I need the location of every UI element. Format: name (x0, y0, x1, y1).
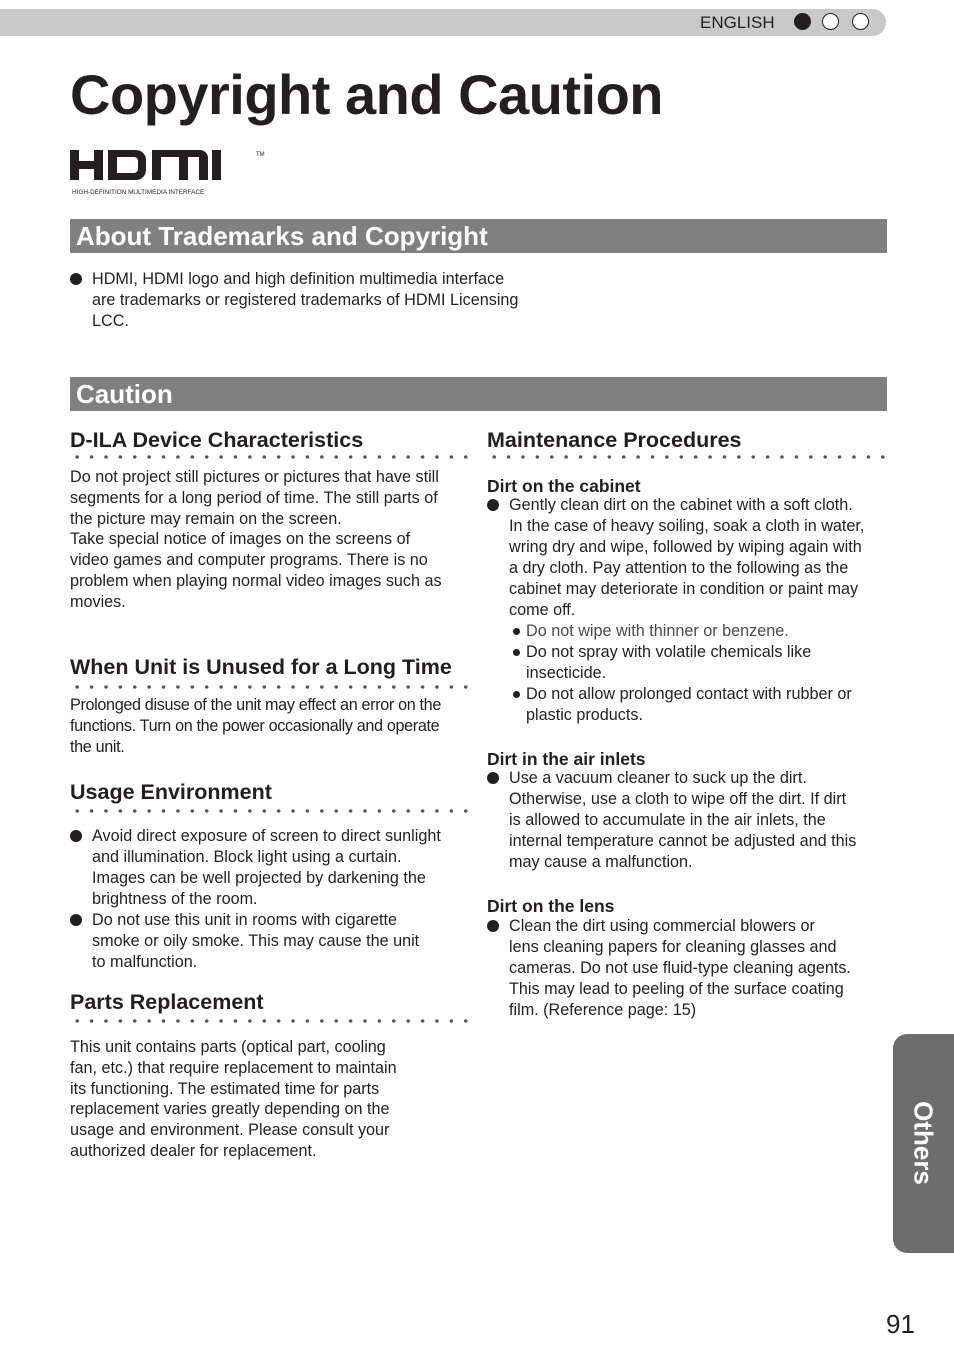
heading-dirt-air-inlets: Dirt in the air inlets (487, 749, 646, 769)
dotted-divider (70, 1019, 470, 1023)
dila-text: Do not project still pictures or pictures that have still segments for a long period of time. The still parts of the picture may remain on the screen. Take special notice of images on the screens of video games and computer programs. There is no problem when playing normal video images such as movies. (70, 468, 442, 611)
page-number: 91 (886, 1309, 915, 1339)
language-indicator-inactive (852, 13, 869, 30)
trademarks-text (70, 269, 518, 332)
dotted-divider (487, 455, 887, 459)
heading-dirt-lens: Dirt on the lens (487, 896, 615, 916)
language-label: ENGLISH (700, 13, 775, 32)
trademark-symbol: TM (256, 152, 265, 158)
heading-dila-characteristics: D-ILA Device Characteristics (70, 428, 364, 452)
heading-dirt-cabinet: Dirt on the cabinet (487, 476, 641, 496)
heading-maintenance-procedures: Maintenance Procedures (487, 428, 742, 452)
parts-text: This unit contains parts (optical part, cooling fan, etc.) that require replacement to maintain its functioning. The estimated time for parts replacement varies greatly depending on the usage and environment. Please consult your authorized dealer for replacement. (70, 1038, 397, 1160)
lens-text (487, 916, 851, 1021)
page-title: Copyright and Caution (70, 63, 664, 126)
usage-text (70, 826, 441, 973)
unused-text: Prolonged disuse of the unit may effect an error on the functions. Turn on the power occasionally and operate the unit. (70, 696, 441, 756)
dotted-divider (70, 455, 470, 459)
heading-parts-replacement: Parts Replacement (70, 990, 264, 1014)
trademark-bullet: HDMI, HDMI logo and high definition multimedia interface are trademarks or registered trademarks of HDMI Licensing LCC. (70, 269, 518, 332)
cabinet-text (487, 495, 864, 726)
cabinet-sub-bullet: Do not wipe with thinner or benzene. (509, 621, 864, 642)
section-tab-label: Others (908, 1101, 939, 1185)
heading-usage-environment: Usage Environment (70, 780, 272, 804)
inlets-text (487, 768, 856, 873)
inlets-bullet: Use a vacuum cleaner to suck up the dirt. Otherwise, use a cloth to wipe off the dirt. If dirt is allowed to accumulate in the air inlets, the internal temperature cannot be adjusted and this may cause a malfunction. (487, 768, 856, 873)
language-indicator-inactive (822, 13, 839, 30)
cabinet-sub-bullet: Do not spray with volatile chemicals like insecticide. (509, 642, 864, 684)
heading-unused-long-time: When Unit is Unused for a Long Time (70, 655, 452, 679)
logo-tagline: HIGH-DEFINITION MULTIMEDIA INTERFACE (72, 189, 205, 196)
dotted-divider (70, 809, 470, 813)
usage-bullet: Avoid direct exposure of screen to direct sunlight and illumination. Block light using a curtain. Images can be well projected by darkening the brightness of the room. (70, 826, 441, 910)
lens-bullet: Clean the dirt using commercial blowers or lens cleaning papers for cleaning glasses and cameras. Do not use fluid-type cleaning agents. This may lead to peeling of the surface coating film. (Reference page: 15) (487, 916, 851, 1021)
cabinet-sub-bullet: Do not allow prolonged contact with rubber or plastic products. (509, 684, 864, 726)
section-heading-trademarks: About Trademarks and Copyright (70, 219, 887, 253)
section-heading-caution: Caution (70, 377, 887, 411)
language-indicator-active (794, 13, 811, 30)
usage-bullet: Do not use this unit in rooms with cigarette smoke or oily smoke. This may cause the unit to malfunction. (70, 910, 441, 973)
hdmi-logo (70, 148, 270, 198)
cabinet-bullet: Gently clean dirt on the cabinet with a soft cloth. In the case of heavy soiling, soak a cloth in water, wring dry and wipe, followed by wiping again with a dry cloth. Pay attention to the following as the cabinet may deteriorate in condition or paint may come off. (487, 495, 864, 621)
dotted-divider (70, 685, 470, 689)
